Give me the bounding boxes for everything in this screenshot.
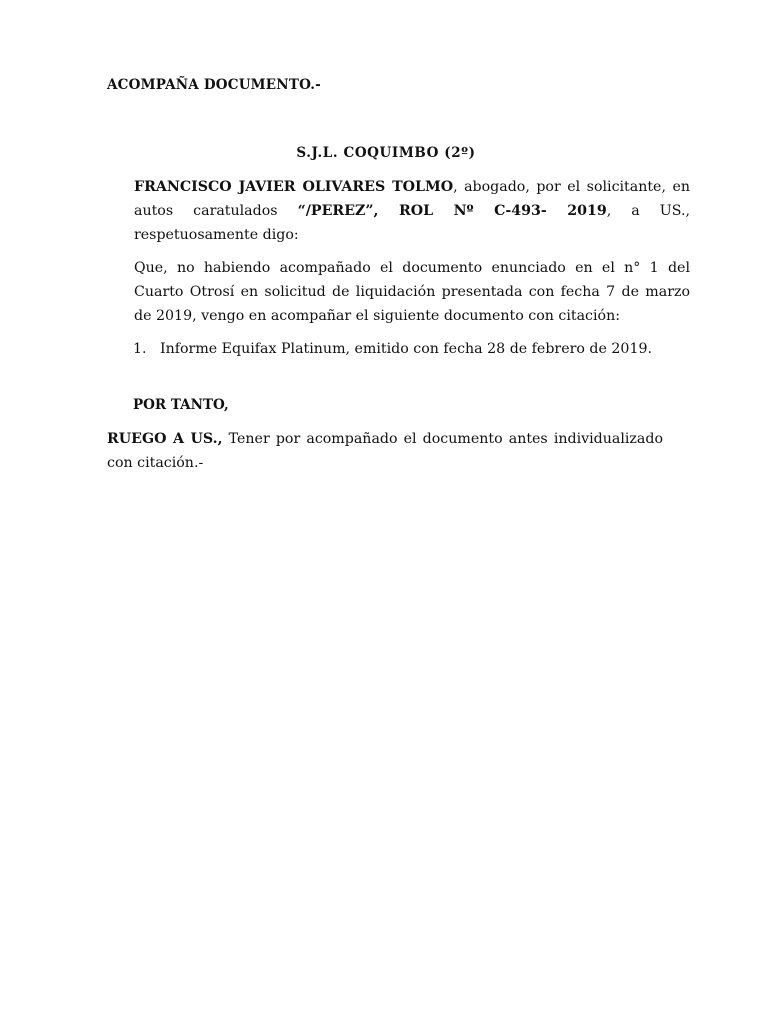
intro-paragraph bbox=[107, 175, 690, 247]
case-title: “/PEREZ” bbox=[297, 203, 374, 219]
intro-text: , abogado, por el solicitante, en autos caratulados bbox=[134, 179, 690, 219]
document-heading: ACOMPAÑA DOCUMENTO.- bbox=[107, 77, 321, 93]
list-item-number: 1. bbox=[133, 341, 147, 357]
attorney-name: FRANCISCO JAVIER OLIVARES TOLMO bbox=[134, 179, 454, 195]
petition-paragraph bbox=[107, 427, 663, 475]
list-item-text: Informe Equifax Platinum, emitido con fecha 28 de febrero de 2019. bbox=[160, 341, 653, 357]
list-item bbox=[133, 337, 652, 361]
court-designation: S.J.L. COQUIMBO (2º) bbox=[296, 145, 476, 161]
case-rol: ROL Nº C-493- 2019 bbox=[398, 203, 607, 219]
case-separator: , bbox=[373, 203, 399, 219]
petition-lead: RUEGO A US., bbox=[107, 431, 223, 447]
body-paragraph: Que, no habiendo acompañado el documento enunciado en el n° 1 del Cuarto Otrosí en solicitud de liquidación presentada con fecha 7 de marzo de 2019, vengo en acompañar el siguiente documento con citación: bbox=[134, 260, 690, 324]
intro-closing: , a US., respetuosamente digo: bbox=[134, 203, 690, 243]
petition-text: Tener por acompañado el documento antes individualizado con citación.- bbox=[107, 431, 663, 471]
por-tanto-heading: POR TANTO, bbox=[133, 397, 229, 413]
